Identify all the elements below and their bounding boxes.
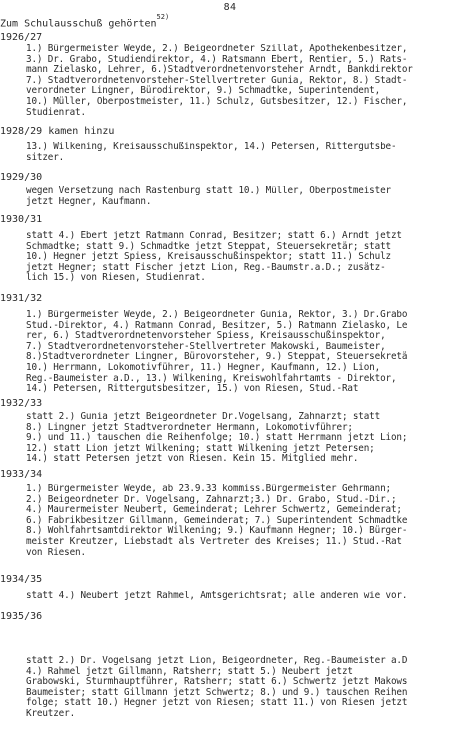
entry-paragraph [26, 484, 458, 558]
year-label: 1934/35 [0, 574, 43, 585]
text-line: Grabowski, Sturmhauptführer, Ratsherr; statt 6.) Schwertz jetzt Makows [26, 676, 408, 688]
entry-paragraph [26, 142, 458, 163]
text-line: statt 2.) Gunia jetzt Beigeordneter Dr.Vogelsang, Zahnarzt; statt [26, 412, 381, 422]
text-line: statt 4.) Neubert jetzt Rahmel, Amtsgerichtsrat; alle anderen wie vor. [26, 591, 408, 601]
text-line: 4.) Maurermeister Neubert, Gemeinderat; Lehrer Schwertz, Gemeinderat; [26, 504, 402, 516]
text-line: 14.) statt Petersen jetzt von Riesen. Kein 15. Mitglied mehr. [26, 453, 359, 465]
text-line: von Riesen. [26, 546, 86, 558]
year-label: 1931/32 [0, 293, 43, 304]
text-line: 7.) Stadtverordnetenvorsteher-Stellvertreter Makowski, Baumeister, [26, 340, 386, 352]
text-line: 1.) Bürgermeister Weyde, 2.) Beigeordneter Gunia, Rektor, 3.) Dr.Grabo [26, 310, 408, 320]
heading-text: Zum Schulausschuß gehörten [0, 18, 157, 30]
year-note: kamen hinzu [48, 126, 115, 137]
text-line: 13.) Wilkening, Kreisausschußinspektor, 14.) Petersen, Rittergutsbe- [26, 142, 397, 152]
text-line: 2.) Beigeordneter Dr. Vogelsang, Zahnarzt;3.) Dr. Grabo, Stud.-Dir.; [26, 493, 397, 505]
text-line: verordneter Lingner, Bürodirektor, 9.) Schmadtke, Superintendent, [26, 85, 381, 97]
text-line: Schmadtke; statt 9.) Schmadtke jetzt Steppat, Steuersekretär; statt [26, 240, 391, 252]
entry-paragraph [26, 656, 458, 720]
text-line: lich 15.) von Riesen, Studienrat. [26, 272, 206, 284]
text-line: 12.) statt Lion jetzt Wilkening; statt Wilkening jetzt Petersen; [26, 442, 375, 454]
year-label: 1929/30 [0, 172, 43, 183]
entry-paragraph [26, 186, 458, 207]
year-label: 1928/29 kamen hinzu [0, 126, 115, 137]
text-line: jetzt Hegner; statt Fischer jetzt Lion, Reg.-Baumstr.a.D.; zusätz- [26, 261, 386, 273]
text-line: 10.) Hegner jetzt Spiess, Kreisausschußinspektor; statt 11.) Schulz [26, 251, 391, 263]
entry-paragraph [26, 231, 458, 284]
text-line: 1.) Bürgermeister Weyde, 2.) Beigeordneter Szillat, Apothekenbesitzer, [26, 44, 408, 54]
text-line: 10.) Müller, Oberpostmeister, 11.) Schulz, Gutsbesitzer, 12.) Fischer, [26, 95, 408, 107]
year-label: 1932/33 [0, 398, 43, 409]
text-line: 6.) Fabrikbesitzer Gillmann, Gemeinderat; 7.) Superintendent Schmadtke [26, 514, 408, 526]
year-label: 1933/34 [0, 469, 43, 480]
text-line: Stud.-Direktor, 4.) Ratmann Conrad, Besitzer, 5.) Ratmann Zielasko, Le [26, 319, 408, 331]
year-label: 1930/31 [0, 214, 43, 225]
text-line: 10.) Herrmann, Lokomotivführer, 11.) Hegner, Kaufmann, 12.) Lion, [26, 361, 381, 373]
year-label: 1935/36 [0, 611, 43, 622]
text-line: Baumeister; statt Gillmann jetzt Schwertz; 8.) und 9.) tauschen Reihen [26, 686, 408, 698]
text-line: 8.) Lingner jetzt Stadtverordneter Hermann, Lokomotivführer; [26, 421, 353, 433]
year-label: 1926/27 [0, 32, 43, 43]
text-line: 8.)Stadtverordneter Lingner, Bürovorsteher, 9.) Steppat, Steuersekretä [26, 351, 408, 363]
entry-paragraph [26, 44, 458, 118]
text-line: sitzer. [26, 151, 65, 163]
text-line: 1.) Bürgermeister Weyde, ab 23.9.33 kommiss.Bürgermeister Gehrmann; [26, 484, 391, 494]
text-line: 7.) Stadtverordnetenvorsteher-Stellvertreter Gunia, Rektor, 8.) Stadt- [26, 74, 408, 86]
text-line: 14.) Petersen, Rittergutsbesitzer, 15.) von Riesen, Stud.-Rat [26, 383, 359, 395]
text-line: 4.) Rahmel jetzt Gillmann, Ratsherr; statt 5.) Neubert jetzt [26, 665, 353, 677]
page-heading [0, 13, 170, 30]
page-number: 84 [223, 2, 237, 13]
text-line: 3.) Dr. Grabo, Studiendirektor, 4.) Ratsmann Ebert, Rentier, 5.) Rats- [26, 53, 408, 65]
entry-paragraph [26, 412, 458, 465]
text-line: wegen Versetzung nach Rastenburg statt 10.) Müller, Oberpostmeister [26, 186, 391, 196]
text-line: jetzt Hegner, Kaufmann. [26, 195, 152, 207]
text-line: folge; statt 10.) Hegner jetzt von Riesen; statt 11.) von Riesen jetzt [26, 697, 408, 709]
text-line: Reg.-Baumeister a.D., 13.) Wilkening, Kreiswohlfahrtamts - Direktor, [26, 372, 397, 384]
text-line: 8.) Wohlfahrtsamtdirektor Wilkening; 9.) Kaufmann Hegner; 10.) Bürger- [26, 525, 408, 537]
text-line: mann Zielasko, Lehrer, 6.)Stadtverordnetenvorsteher Arndt, Bankdirektor [26, 64, 413, 76]
text-line: statt 2.) Dr. Vogelsang jetzt Lion, Beigeordneter, Reg.-Baumeister a.D [26, 656, 408, 666]
text-line: Kreutzer. [26, 707, 76, 719]
text-line: rer, 6.) Stadtverordnetenvorsteher Spiess, Kreisausschußinspektor, [26, 330, 386, 342]
entry-paragraph [26, 310, 458, 395]
entry-paragraph [26, 591, 458, 602]
footnote-marker: 52) [156, 13, 170, 21]
text-line: Studienrat. [26, 106, 86, 118]
text-line: meister Kreutzer, Liebstadt als Vertreter des Kreises; 11.) Stud.-Rat [26, 535, 402, 547]
text-line: statt 4.) Ebert jetzt Ratmann Conrad, Besitzer; statt 6.) Arndt jetzt [26, 231, 402, 241]
text-line: 9.) und 11.) tauschen die Reihenfolge; 10.) statt Herrmann jetzt Lion; [26, 432, 408, 444]
